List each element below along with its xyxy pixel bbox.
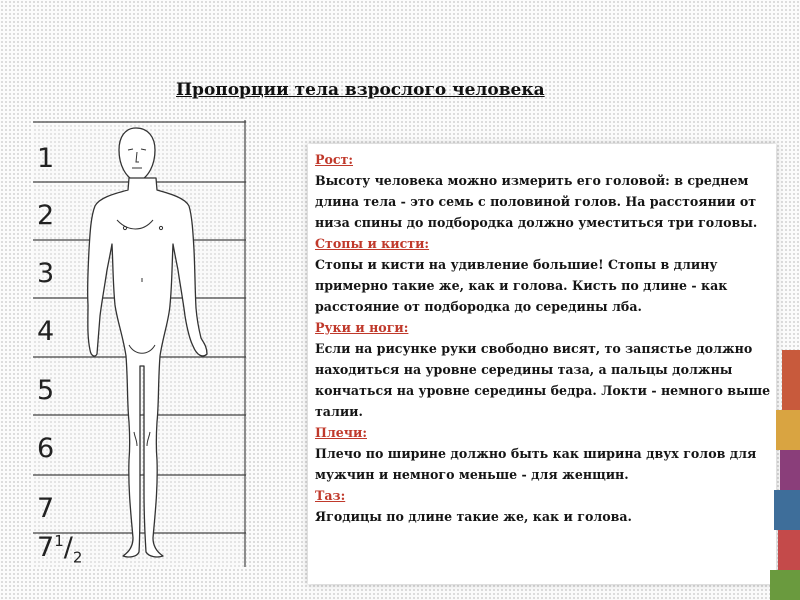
section-body-height: Высоту человека можно измерить его головой: в среднем длина тела - это семь с половиной голов. На расстоянии от низа спины до подбородка должно уместиться три головы. [315, 173, 758, 230]
scale-label-7-half-denominator: 2 [72, 548, 83, 567]
section-heading-shoulders: Плечи: [315, 425, 367, 440]
body-proportion-figure [33, 120, 246, 567]
scale-label-4: 4 [37, 316, 55, 347]
section-heading-pelvis: Таз: [315, 488, 346, 503]
section-heading-height: Рост: [315, 152, 353, 167]
text-panel [308, 144, 776, 584]
pencils-decoration [760, 330, 800, 600]
section-body-feet-hands: Стопы и кисти на удивление большие! Стопы в длину примерно такие же, как и голова. Кисть по длине - как расстояние от подбородка до середины лба. [315, 257, 728, 314]
scale-label-7: 7 [37, 493, 55, 524]
section-body-shoulders: Плечо по ширине должно быть как ширина двух голов для мужчин и немного меньше - для женщин. [315, 446, 757, 482]
section-body-arms-legs: Если на рисунке руки свободно висят, то запястье должно находиться на уровне середины таза, а пальцы должны кончаться на уровне середины бедра. Локти - немного выше талии. [315, 341, 771, 419]
scale-label-6: 6 [37, 433, 55, 464]
scale-label-7-half-numerator: 1 [54, 532, 64, 550]
section-heading-feet-hands: Стопы и кисти: [315, 236, 430, 251]
text-content [315, 149, 773, 527]
scale-label-1: 1 [37, 143, 55, 174]
scale-label-3: 3 [37, 258, 55, 289]
scale-label-5: 5 [37, 375, 55, 406]
scale-label-7-half-whole: 7 [37, 532, 55, 563]
section-body-pelvis: Ягодицы по длине такие же, как и голова. [315, 509, 632, 524]
scale-label-7-half: $7^1/_2$ [37, 532, 83, 567]
section-heading-arms-legs: Руки и ноги: [315, 320, 409, 335]
human-figure-drawing [33, 120, 246, 567]
page-title: Пропорции тела взрослого человека [176, 80, 545, 100]
scale-label-2: 2 [37, 200, 55, 231]
